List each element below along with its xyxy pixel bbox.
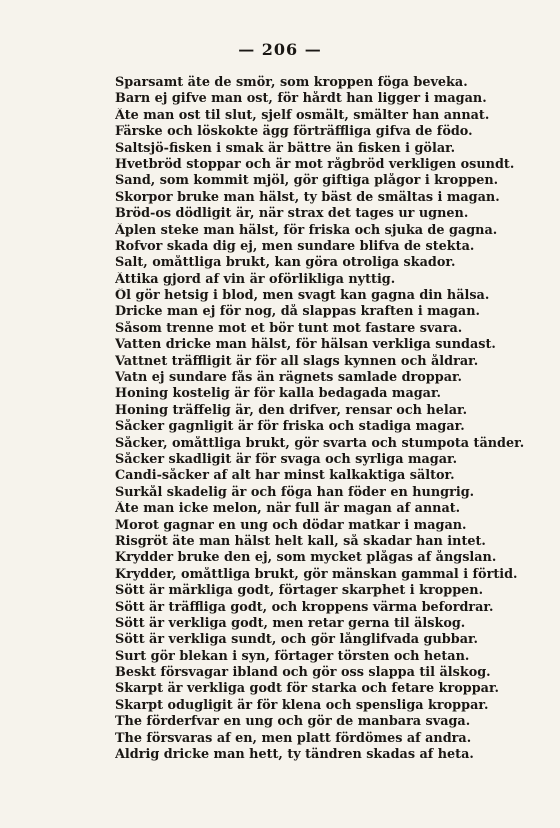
- verse-line: Krydder, omåttliga brukt, gör mänskan gammal i förtid.: [115, 566, 518, 582]
- verse-line: Såcker gagnligit är för friska och stadiga magar.: [115, 419, 465, 435]
- verse-line: Skorpor bruke man hälst, ty bäst de smältas i magan.: [115, 189, 500, 205]
- verse-line: Såsom trenne mot et bör tunt mot fastare svara.: [115, 320, 463, 336]
- verse-line: Krydder bruke den ej, som mycket plågas af ångslan.: [115, 550, 497, 566]
- verse-line: Hvetbröd stoppar och är mot rågbröd verkligen osundt.: [115, 156, 515, 172]
- verse-line: Bröd-os dödligit är, när strax det tages ur ugnen.: [115, 206, 469, 222]
- verse-lines: [115, 75, 555, 763]
- verse-line: Sött är träffliga godt, och kroppens värma befordrar.: [115, 599, 494, 615]
- verse-line: Vatten dricke man hälst, för hälsan verkliga sundast.: [115, 337, 496, 353]
- verse-line: Risgröt äte man hälst helt kall, så skadar han intet.: [115, 533, 486, 549]
- verse-line: Äplen steke man hälst, för friska och sjuka de gagna.: [115, 222, 498, 238]
- page-number: — 206 —: [238, 40, 322, 59]
- verse-line: Sparsamt äte de smör, som kroppen föga beveka.: [115, 75, 468, 90]
- verse-line: Salt, omåttliga brukt, kan göra otroliga skador.: [115, 255, 456, 271]
- verse-line: Äte man icke melon, när full är magan af annat.: [115, 501, 461, 517]
- verse-line: Beskt försvagar ibland och gör oss slappa til älskog.: [115, 665, 491, 681]
- verse-line: Honing kostelig är för kalla bedagada magar.: [115, 386, 441, 402]
- verse-line: Barn ej gifve man ost, för hårdt han ligger i magan.: [115, 91, 487, 107]
- verse-line: Färske och löskokte ägg förträffliga gifva de födo.: [115, 124, 473, 140]
- verse-line: Skarpt odugligit är för klena och spensliga kroppar.: [115, 697, 489, 713]
- verse-line: Såcker, omåttliga brukt, gör svarta och stumpota tänder.: [115, 435, 525, 451]
- verse-line: Sött är verkliga sundt, och gör långlifvada gubbar.: [115, 632, 479, 648]
- verse-line: Såcker skadligit är för svaga och syrliga magar.: [115, 451, 458, 467]
- verse-line: Surt gör blekan i syn, förtager törsten och hetan.: [115, 648, 470, 664]
- verse-line: Äte man ost til slut, sjelf osmält, smälter han annat.: [115, 107, 490, 123]
- verse-line: Vattnet träffligit är för all slags kynnen och åldrar.: [115, 353, 479, 369]
- verse-line: Candi-såcker af alt har minst kalkaktiga sältor.: [115, 468, 455, 484]
- verse-line: Vatn ej sundare fås än rägnets samlade droppar.: [115, 370, 463, 386]
- verse-line: Sand, som kommit mjöl, gör giftiga plågor i kroppen.: [115, 173, 499, 189]
- verse-line: Saltsjö-fisken i smak är bättre än fisken i gölar.: [115, 140, 456, 156]
- verse-line: The förderfvar en ung och gör de manbara svaga.: [115, 714, 471, 730]
- verse-line: Rofvor skada dig ej, men sundare blifva de stekta.: [115, 238, 475, 254]
- verse-line: Honing träffelig är, den drifver, rensar och helar.: [115, 402, 468, 418]
- verse-line: Sött är märkliga godt, förtager skarphet i kroppen.: [115, 583, 484, 599]
- verse-line: Morot gagnar en ung och dödar matkar i magan.: [115, 517, 467, 533]
- verse-line: Dricke man ej för nog, då slappas kraften i magan.: [115, 304, 480, 320]
- verse-line: Surkål skadelig är och föga han föder en hungrig.: [115, 484, 475, 500]
- verse-line: The försvaras af en, men platt fördömes af andra.: [115, 730, 472, 746]
- verse-line: Ättika gjord af vin är oförlikliga nyttig.: [115, 271, 396, 287]
- verse-line: Öl gör hetsig i blod, men svagt kan gagna din hälsa.: [115, 288, 490, 304]
- verse-line: Aldrig dricke man hett, ty tändren skadas af heta.: [115, 747, 474, 763]
- verse-line: Sött är verkliga godt, men retar gerna til älskog.: [115, 615, 466, 631]
- verse-line: Skarpt är verkliga godt för starka och fetare kroppar.: [115, 681, 499, 697]
